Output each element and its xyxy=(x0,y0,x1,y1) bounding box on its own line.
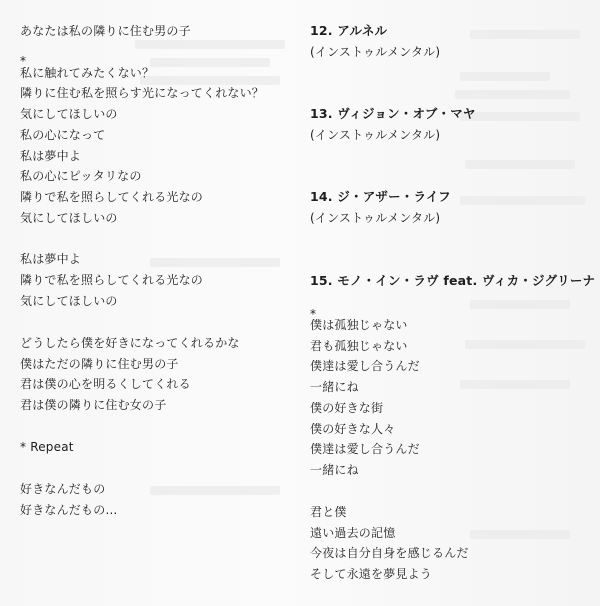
bleed-through-text xyxy=(140,76,280,85)
bleed-through-text xyxy=(470,30,580,39)
bleed-through-text xyxy=(460,196,585,205)
lyric-line: 僕は孤独じゃない xyxy=(310,318,408,332)
lyric-line: 私は夢中よ xyxy=(20,252,82,266)
lyric-line: どうしたら僕を好きになってくれるかな xyxy=(20,336,240,350)
lyric-line: 私は夢中よ xyxy=(20,149,82,163)
bleed-through-text xyxy=(135,40,285,49)
lyric-line: 気にしてほしいの xyxy=(20,294,118,308)
lyric-line: 僕の好きな街 xyxy=(310,401,384,415)
bleed-through-text xyxy=(465,340,585,349)
chorus-marker: * xyxy=(20,54,27,68)
track-14-note: (インストゥルメンタル) xyxy=(310,211,441,225)
lyric-line: 私に触れてみたくない？ xyxy=(20,66,155,80)
lyric-line: 好きなんだもの… xyxy=(20,503,118,517)
lyric-line: 隣りで私を照らしてくれる光なの xyxy=(20,273,204,287)
track-12-note: (インストゥルメンタル) xyxy=(310,45,441,59)
lyric-line: 私の心になって xyxy=(20,128,106,142)
lyric-line: 君は僕の隣りに住む女の子 xyxy=(20,398,167,412)
lyric-line: 好きなんだもの xyxy=(20,482,106,496)
track-12-title: 12. アルネル xyxy=(310,23,388,38)
bleed-through-text xyxy=(150,258,280,267)
lyric-line: 君と僕 xyxy=(310,505,347,519)
lyric-line: 隣りに住む私を照らす光になってくれない？ xyxy=(20,86,265,100)
chorus-marker: * xyxy=(310,307,317,321)
bleed-through-text xyxy=(470,300,570,309)
lyric-line: 僕はただの隣りに住む男の子 xyxy=(20,357,179,371)
bleed-through-text xyxy=(470,530,570,539)
bleed-through-text xyxy=(460,380,570,389)
lyric-line: 私の心にピッタリなの xyxy=(20,169,142,183)
lyric-line: 僕達は愛し合うんだ xyxy=(310,442,420,456)
bleed-through-text xyxy=(455,90,570,99)
repeat-marker: * Repeat xyxy=(20,440,74,454)
bleed-through-text xyxy=(150,486,280,495)
track-14-title: 14. ジ・アザー・ライフ xyxy=(310,189,451,204)
lyric-line: 今夜は自分自身を感じるんだ xyxy=(310,546,469,560)
bleed-through-text xyxy=(460,72,550,81)
lyric-line: あなたは私の隣りに住む男の子 xyxy=(20,24,191,38)
lyric-line: 僕達は愛し合うんだ xyxy=(310,359,420,373)
lyric-line: 君も孤独じゃない xyxy=(310,339,408,353)
lyric-line: そして永遠を夢見よう xyxy=(310,567,433,581)
lyric-line: 気にしてほしいの xyxy=(20,107,118,121)
track-15-title: 15. モノ・イン・ラヴ feat. ヴィカ・ジグリーナ xyxy=(310,273,596,288)
lyric-line: 一緒にね xyxy=(310,380,359,394)
lyric-line: 遠い過去の記憶 xyxy=(310,526,396,540)
lyric-line: 一緒にね xyxy=(310,463,359,477)
track-13-note: (インストゥルメンタル) xyxy=(310,128,441,142)
lyric-line: 隣りで私を照らしてくれる光なの xyxy=(20,190,204,204)
lyric-line: 気にしてほしいの xyxy=(20,211,118,225)
track-13-title: 13. ヴィジョン・オブ・マヤ xyxy=(310,106,476,121)
bleed-through-text xyxy=(460,112,580,121)
bleed-through-text xyxy=(150,58,270,67)
lyric-line: 君は僕の心を明るくしてくれる xyxy=(20,377,191,391)
lyric-line: 僕の好きな人々 xyxy=(310,422,396,436)
bleed-through-text xyxy=(465,160,575,169)
